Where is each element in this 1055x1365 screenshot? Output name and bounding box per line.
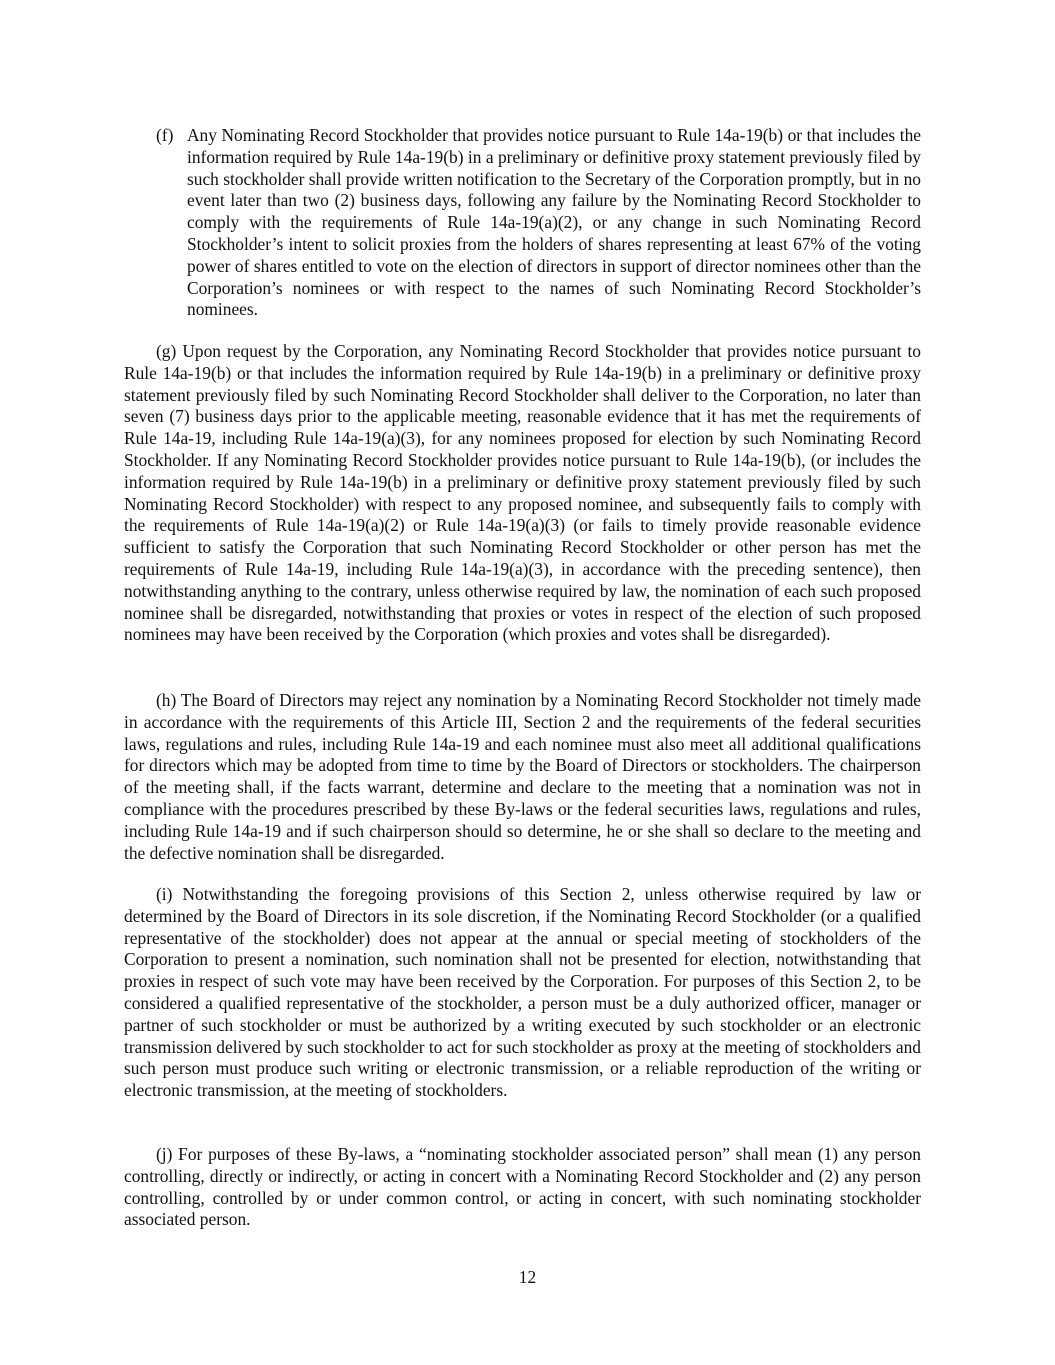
paragraph-f [124,125,921,321]
paragraph-i: (i) Notwithstanding the foregoing provisions of this Section 2, unless otherwise required by law or determined by the Board of Directors in its sole discretion, if the Nominating Record Stockholder (or a qualified representative of the stockholder) does not appear at the annual or special meeting of stockholders of the Corporation to present a nomination, such nomination shall not be presented for election, notwithstanding that proxies in respect of such vote may have been received by the Corporation. For purposes of this Section 2, to be considered a qualified representative of the stockholder, a person must be a duly authorized officer, manager or partner of such stockholder or must be authorized by a writing executed by such stockholder or an electronic transmission delivered by such stockholder to act for such stockholder as proxy at the meeting of stockholders and such person must produce such writing or electronic transmission, or a reliable reproduction of the writing or electronic transmission, at the meeting of stockholders. [124,884,921,1101]
paragraph-f-text: Any Nominating Record Stockholder that provides notice pursuant to Rule 14a-19(b) or that includes the information required by Rule 14a-19(b) in a preliminary or definitive proxy statement previously filed by such stockholder shall provide written notification to the Secretary of the Corporation promptly, but in no event later than two (2) business days, following any failure by the Nominating Record Stockholder to comply with the requirements of Rule 14a-19(a)(2), or any change in such Nominating Record Stockholder’s intent to solicit proxies from the holders of shares representing at least 67% of the voting power of shares entitled to vote on the election of directors in support of director nominees other than the Corporation’s nominees or with respect to the names of such Nominating Record Stockholder’s nominees. [187,125,921,320]
paragraph-j: (j) For purposes of these By-laws, a “nominating stockholder associated person” shall mean (1) any person controlling, directly or indirectly, or acting in concert with a Nominating Record Stockholder and (2) any person controlling, controlled by or under common control, or acting in concert, with such nominating stockholder associated person. [124,1144,921,1230]
paragraph-f-label: (f) [156,125,174,145]
paragraph-g: (g) Upon request by the Corporation, any Nominating Record Stockholder that provides notice pursuant to Rule 14a-19(b) or that includes the information required by Rule 14a-19(b) in a preliminary or definitive proxy statement previously filed by such Nominating Record Stockholder shall deliver to the Corporation, no later than seven (7) business days prior to the applicable meeting, reasonable evidence that it has met the requirements of Rule 14a-19, including Rule 14a-19(a)(3), for any nominees proposed for election by such Nominating Record Stockholder. If any Nominating Record Stockholder provides notice pursuant to Rule 14a-19(b), (or includes the information required by Rule 14a-19(b) in a preliminary or definitive proxy statement previously filed by such Nominating Record Stockholder) with respect to any proposed nominee, and subsequently fails to comply with the requirements of Rule 14a-19(a)(2) or Rule 14a-19(a)(3) (or fails to timely provide reasonable evidence sufficient to satisfy the Corporation that such Nominating Record Stockholder or other person has met the requirements of Rule 14a-19, including Rule 14a-19(a)(3), in accordance with the preceding sentence), then notwithstanding anything to the contrary, unless otherwise required by law, the nomination of each such proposed nominee shall be disregarded, notwithstanding that proxies or votes in respect of the election of such proposed nominees may have been received by the Corporation (which proxies and votes shall be disregarded). [124,341,921,645]
page-number: 12 [518,1267,537,1287]
paragraph-h: (h) The Board of Directors may reject any nomination by a Nominating Record Stockholder not timely made in accordance with the requirements of this Article III, Section 2 and the requirements of the federal securities laws, regulations and rules, including Rule 14a-19 and each nominee must also meet all additional qualifications for directors which may be adopted from time to time by the Board of Directors or stockholders. The chairperson of the meeting shall, if the facts warrant, determine and declare to the meeting that a nomination was not in compliance with the procedures prescribed by these By-laws or the federal securities laws, regulations and rules, including Rule 14a-19 and if such chairperson should so determine, he or she shall so declare to the meeting and the defective nomination shall be disregarded. [124,690,921,863]
